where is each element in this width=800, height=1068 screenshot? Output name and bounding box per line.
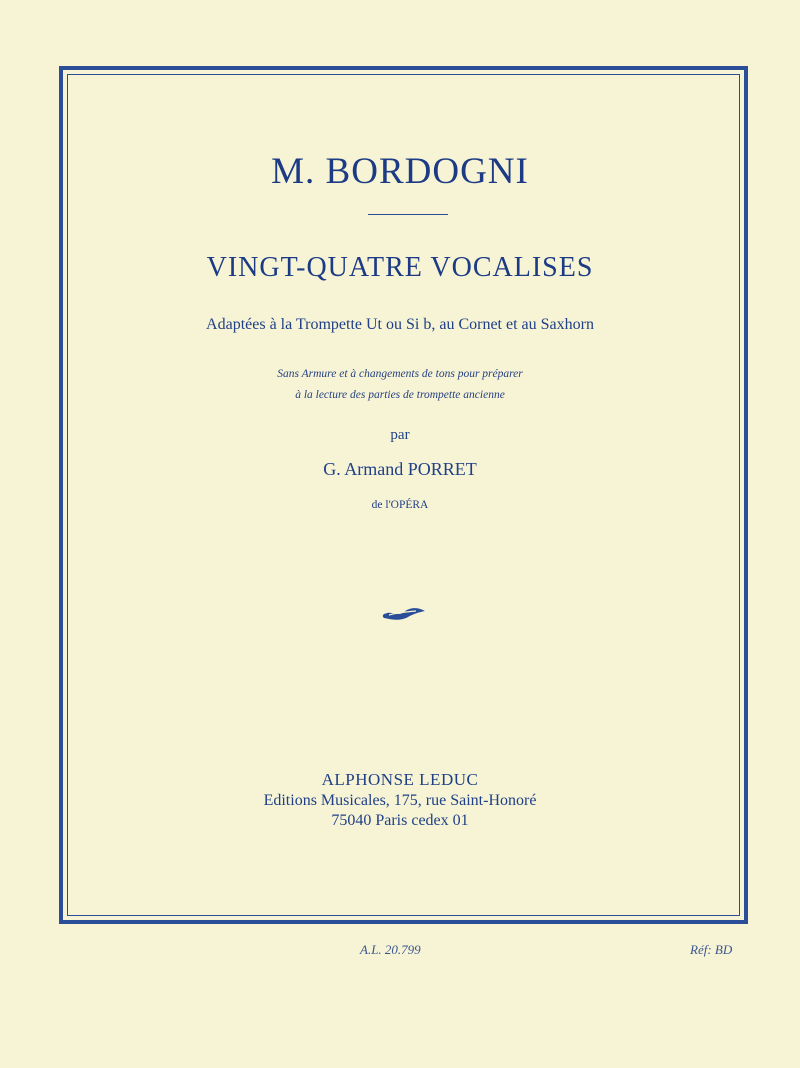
description-line-2: à la lecture des parties de trompette ancienne xyxy=(295,389,505,401)
arranger-affiliation: de l'OPÉRA xyxy=(371,499,429,511)
arranger-name: G. Armand PORRET xyxy=(323,459,477,479)
reference-code: Réf: BD xyxy=(690,942,733,957)
publisher-address-line-2: 75040 Paris cedex 01 xyxy=(331,812,469,829)
title-divider xyxy=(368,214,448,215)
work-title: VINGT-QUATRE VOCALISES xyxy=(206,252,594,283)
plate-number: A.L. 20.799 xyxy=(360,942,421,957)
instrument-subtitle: Adaptées à la Trompette Ut ou Si b, au Cornet et au Saxhorn xyxy=(206,316,594,333)
description-line-1: Sans Armure et à changements de tons pour préparer xyxy=(277,368,523,380)
flourish-ornament-icon xyxy=(380,603,428,623)
by-label: par xyxy=(390,427,410,443)
composer-name: M. BORDOGNI xyxy=(271,151,529,192)
publisher-address-line-1: Editions Musicales, 175, rue Saint-Honoré xyxy=(263,792,537,809)
publisher-name: ALPHONSE LEDUC xyxy=(321,770,479,789)
